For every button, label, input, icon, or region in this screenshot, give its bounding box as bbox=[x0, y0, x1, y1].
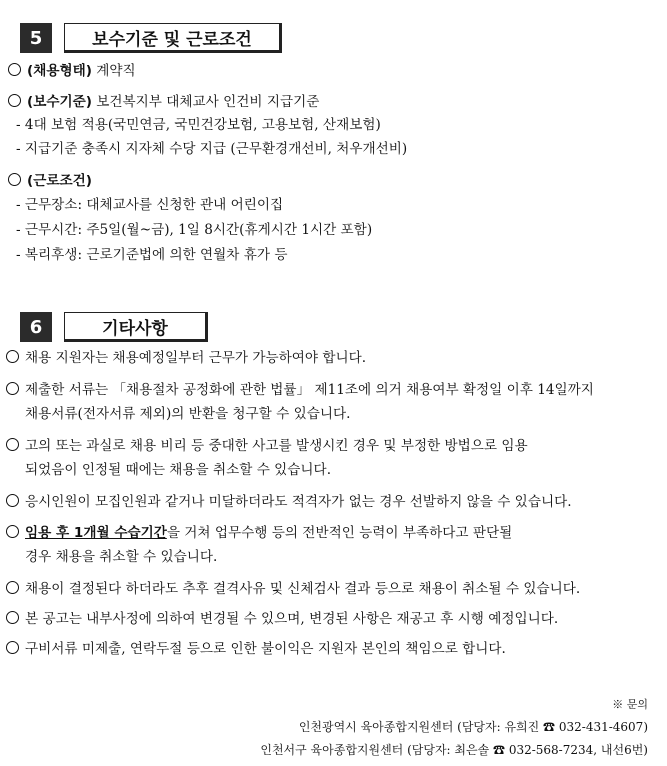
employment-type-line: (채용형태) 계약직 bbox=[8, 62, 136, 81]
section-5-header bbox=[20, 23, 282, 53]
section-title: 보수기준 및 근로조건 bbox=[64, 23, 282, 53]
contact-heading: ※ 문의 bbox=[612, 698, 648, 711]
work-conditions-line: (근로조건) bbox=[8, 172, 92, 191]
notice-item: 고의 또는 과실로 채용 비리 등 중대한 사고를 발생시킨 경우 및 부정한 방법으로 임용 bbox=[6, 437, 528, 456]
circle-bullet-icon bbox=[8, 173, 21, 186]
notice-item: 채용이 결정된다 하더라도 추후 결격사유 및 신체검사 결과 등으로 채용이 취소될 수 있습니다. bbox=[6, 580, 580, 599]
work-item: - 근무시간: 주5일(월~금), 1일 8시간(휴게시간 1시간 포함) bbox=[16, 222, 373, 238]
notice-item-continuation: 되었음이 인정될 때에는 채용을 취소할 수 있습니다. bbox=[25, 462, 332, 478]
notice-item: 본 공고는 내부사정에 의하여 변경될 수 있으며, 변경된 사항은 재공고 후 시행 예정입니다. bbox=[6, 610, 558, 629]
work-item: - 근무장소: 대체교사를 신청한 관내 어린이집 bbox=[16, 197, 284, 213]
probation-emphasis: 임용 후 1개월 수습기간 bbox=[25, 525, 167, 541]
circle-bullet-icon bbox=[8, 94, 21, 107]
contact-line: 인천서구 육아종합지원센터 (담당자: 최은솔 ☎ 032-568-7234, 내선6번) bbox=[260, 743, 648, 757]
pay-standard-line: (보수기준) 보건복지부 대체교사 인건비 지급기준 bbox=[8, 93, 319, 112]
pay-item: - 4대 보험 적용(국민연금, 국민건강보험, 고용보험, 산재보험) bbox=[16, 117, 381, 133]
notice-item: 제출한 서류는 「채용절차 공정화에 관한 법률」 제11조에 의거 채용여부 확정일 이후 14일까지 bbox=[6, 381, 594, 400]
section-6-header bbox=[20, 312, 208, 342]
section-number: 5 bbox=[20, 23, 52, 53]
work-item: - 복리후생: 근로기준법에 의한 연월차 휴가 등 bbox=[16, 247, 288, 263]
notice-item: 응시인원이 모집인원과 같거나 미달하더라도 적격자가 없는 경우 선발하지 않을 수 있습니다. bbox=[6, 493, 572, 512]
circle-bullet-icon bbox=[6, 581, 19, 594]
circle-bullet-icon bbox=[6, 611, 19, 624]
section-title: 기타사항 bbox=[64, 312, 208, 342]
section-number: 6 bbox=[20, 312, 52, 342]
contact-line: 인천광역시 육아종합지원센터 (담당자: 유희진 ☎ 032-431-4607) bbox=[298, 720, 648, 734]
notice-item: 임용 후 1개월 수습기간을 거쳐 업무수행 등의 전반적인 능력이 부족하다고 판단될 bbox=[6, 524, 512, 543]
circle-bullet-icon bbox=[6, 525, 19, 538]
notice-item-continuation: 채용서류(전자서류 제외)의 반환을 청구할 수 있습니다. bbox=[25, 406, 351, 422]
notice-item: 채용 지원자는 채용예정일부터 근무가 가능하여야 합니다. bbox=[6, 349, 366, 368]
notice-item-continuation: 경우 채용을 취소할 수 있습니다. bbox=[25, 549, 218, 565]
pay-item: - 지급기준 충족시 지자체 수당 지급 (근무환경개선비, 처우개선비) bbox=[16, 141, 408, 157]
circle-bullet-icon bbox=[6, 641, 19, 654]
circle-bullet-icon bbox=[8, 63, 21, 76]
circle-bullet-icon bbox=[6, 382, 19, 395]
circle-bullet-icon bbox=[6, 494, 19, 507]
circle-bullet-icon bbox=[6, 350, 19, 363]
notice-item: 구비서류 미제출, 연락두절 등으로 인한 불이익은 지원자 본인의 책임으로 합니다. bbox=[6, 640, 506, 659]
circle-bullet-icon bbox=[6, 438, 19, 451]
